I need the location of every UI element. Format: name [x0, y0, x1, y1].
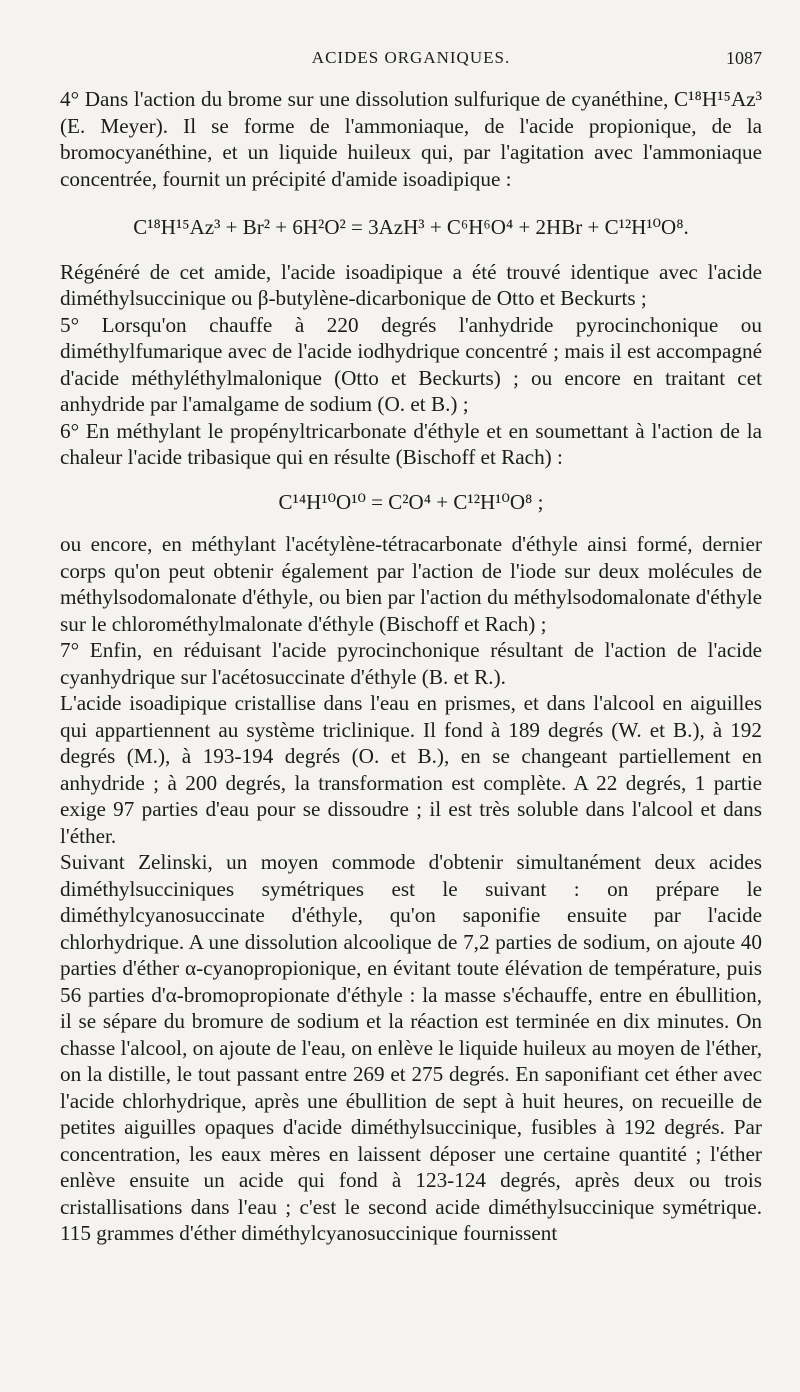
document-body — [60, 86, 762, 1247]
paragraph-6-methylation: 6° En méthylant le propényltricarbonate d'éthyle et en soumettant à l'action de la chaleur l'acide tribasique qui en résulte (Bischoff et Rach) : — [60, 418, 762, 469]
paragraph-acetylene-tetracarbonate: ou encore, en méthylant l'acétylène-tétracarbonate d'éthyle ainsi formé, dernier corps qu'on peut obtenir également par l'action de l'iode sur deux molécules de méthylsodomalonate d'éthyle, ou bien par l'action du méthylsodomalonate d'éthyle sur le chlorométhylmalonate d'éthyle (Bischoff et Rach) ; — [60, 532, 762, 636]
page-number: 1087 — [726, 48, 762, 68]
paragraph-crystallization: L'acide isoadipique cristallise dans l'eau en prismes, et dans l'alcool en aiguilles qui appartiennent au système triclinique. Il fond à 189 degrés (W. et B.), à 192 degrés (M.), à 193-194 degrés (O. et B.), en se changeant partiellement en anhydride ; à 200 degrés, la transformation est complète. A 22 degrés, 1 partie exige 97 parties d'eau pour se dissoudre ; il est très soluble dans l'alcool et dans l'éther. — [60, 691, 762, 848]
running-title: ACIDES ORGANIQUES. — [311, 48, 511, 67]
equation-cyanethine: C¹⁸H¹⁵Az³ + Br² + 6H²O² = 3AzH³ + C⁶H⁶O⁴ + 2HBr + C¹²H¹⁰O⁸. — [133, 215, 689, 239]
paragraph-4-bromine-action: 4° Dans l'action du brome sur une dissolution sulfurique de cyanéthine, C¹⁸H¹⁵Az³ (E. Meyer). Il se forme de l'ammoniaque, de l'acide propionique, de la bromocyanéthine, et un liquide huileux qui, par l'agitation avec l'ammoniaque concentrée, fournit un précipité d'amide isoadipique : — [60, 87, 762, 191]
paragraph-zelinski-method: Suivant Zelinski, un moyen commode d'obtenir simultanément deux acides diméthylsucciniques symétriques est le suivant : on prépare le diméthylcyanosuccinate d'éthyle, qu'on saponifie ensuite par l'acide chlorhydrique. A une dissolution alcoolique de 7,2 parties de sodium, on ajoute 40 parties d'éther α-cyanopropionique, en évitant toute élévation de température, puis 56 parties d'α-bromopropionate d'éthyle : la masse s'échauffe, entre en ébullition, il se sépare du bromure de sodium et la réaction est terminée en dix minutes. On chasse l'alcool, on ajoute de l'eau, on enlève le liquide huileux au moyen de l'éther, on la distille, le tout passant entre 269 et 275 degrés. En saponifiant cet éther avec l'acide chlorhydrique, après une ébullition de sept à huit heures, on recueille de petites aiguilles opaques d'acide diméthylsuccinique, fusibles à 192 degrés. Par concentration, les eaux mères en laissent déposer une certaine quantité ; l'éther enlève ensuite un acide qui fond à 123-124 degrés, après deux ou trois cristallisations dans l'eau ; c'est le second acide diméthylsuccinique symétrique. 115 grammes d'éther diméthylcyanosuccinique fournissent — [60, 850, 762, 1245]
paragraph-7-reduction: 7° Enfin, en réduisant l'acide pyrocinchonique résultant de l'action de l'acide cyanhydrique sur l'acétosuccinate d'éthyle (B. et R.). — [60, 638, 762, 689]
page-header — [60, 42, 762, 72]
equation-tribasic-acid: C¹⁴H¹⁰O¹⁰ = C²O⁴ + C¹²H¹⁰O⁸ ; — [278, 489, 544, 514]
paragraph-regenerated-amide: Régénéré de cet amide, l'acide isoadipique a été trouvé identique avec l'acide diméthylsuccinique ou β-butylène-dicarbonique de Otto et Beckurts ; — [60, 259, 762, 310]
paragraph-5-pyrocinchonic-anhydride: 5° Lorsqu'on chauffe à 220 degrés l'anhydride pyrocinchonique ou diméthylfumarique avec de l'acide iodhydrique concentré ; mais il est accompagné d'acide méthyléthylmalonique (Otto et Beckurts) ; ou encore en traitant cet anhydride par l'amalgame de sodium (O. et B.) ; — [60, 312, 762, 416]
